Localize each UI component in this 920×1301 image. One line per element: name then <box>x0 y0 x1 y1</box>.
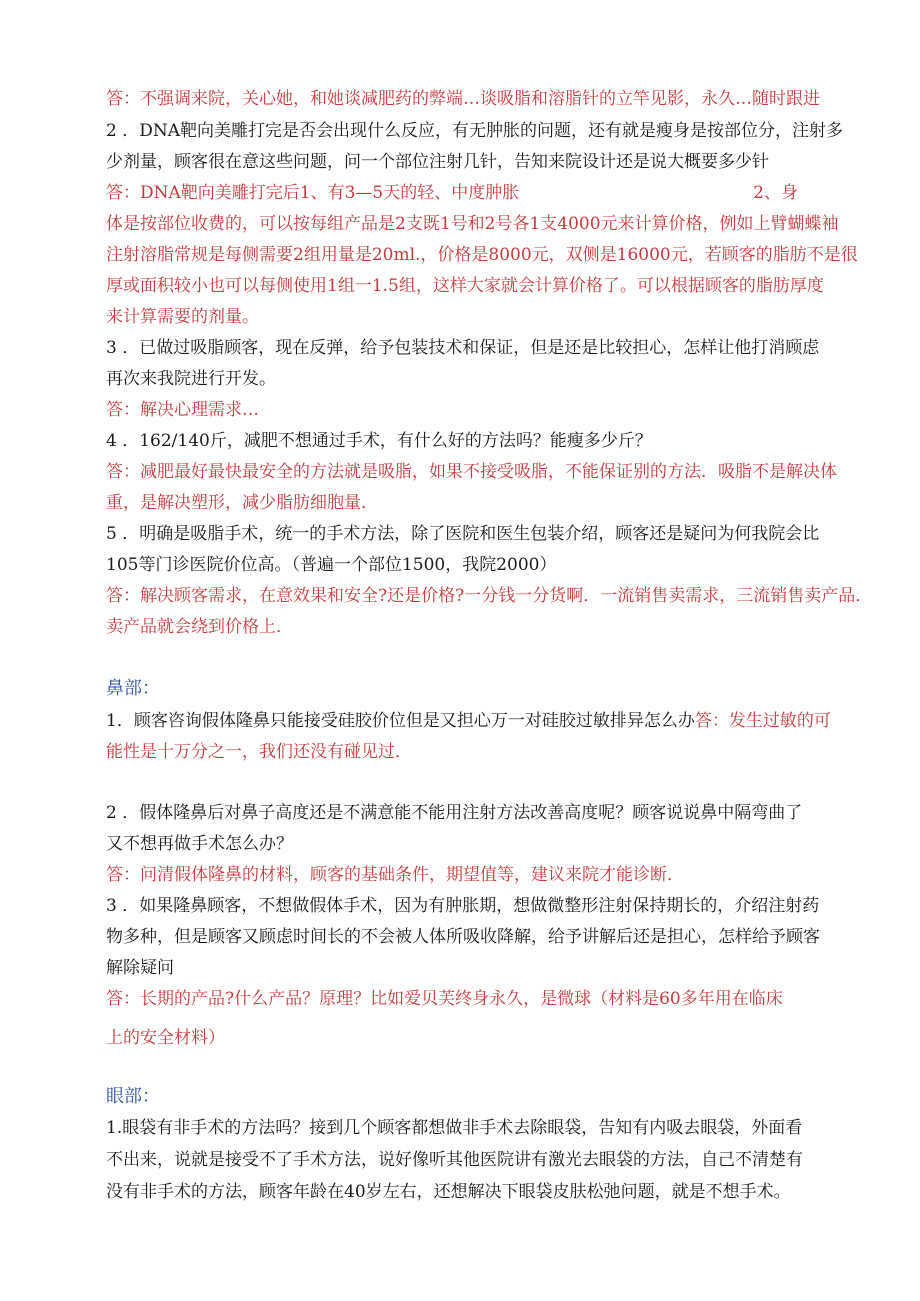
eye-question-1-line-2: 不出来，说就是接受不了手术方法，说好像听其他医院讲有激光去眼袋的方法，自己不清楚有 <box>106 1150 803 1170</box>
eye-question-1-line-3: 没有非手术的方法，顾客年龄在40岁左右，还想解决下眼袋皮肤松弛问题，就是不想手术。 <box>106 1182 791 1202</box>
nose-question-1-line-1: 1．顾客咨询假体隆鼻只能接受硅胶价位但是又担心万一对硅胶过敏排异怎么办答：发生过敏的可 <box>106 711 831 731</box>
eye-question-1-line-1: 1.眼袋有非手术的方法吗？接到几个顾客都想做非手术去除眼袋，告知有内吸去眼袋，外面看 <box>106 1118 803 1138</box>
question-5-line-1: 5 ．明确是吸脂手术，统一的手术方法，除了医院和医生包装介绍，顾客还是疑问为何我院会比 <box>106 524 820 544</box>
question-3-line-2: 再次来我院进行开发。 <box>106 369 276 389</box>
nose-answer-1-line-2: 能性是十万分之一，我们还没有碰见过． <box>106 742 412 762</box>
question-3-line-1: 3 ．已做过吸脂顾客，现在反弹，给予包装技术和保证，但是还是比较担心，怎样让他打消顾虑 <box>106 338 820 358</box>
nose-answer-3-line-1: 答：长期的产品?什么产品？原理？比如爱贝芙终身永久，是微球（材料是60多年用在临床 <box>106 989 783 1009</box>
answer-4-line-1: 答：减肥最好最快最安全的方法就是吸脂，如果不接受吸脂，不能保证别的方法．吸脂不是解决体 <box>106 462 837 482</box>
answer-2-line-4: 厚或面积较小也可以每侧使用1组一1.5组，这样大家就会计算价格了。可以根据顾客的脂肪厚度 <box>106 276 824 296</box>
section-eye-heading: 眼部： <box>106 1086 160 1107</box>
answer-2-line-5: 来计算需要的剂量。 <box>106 307 259 327</box>
answer-5-line-1: 答：解决顾客需求，在意效果和安全?还是价格?一分钱一分货啊．一流销售卖需求，三流销售卖产品． <box>106 586 873 606</box>
nose-question-3-line-2: 物多种，但是顾客又顾虑时间长的不会被人体所吸收降解，给予讲解后还是担心，怎样给予顾客 <box>106 927 820 947</box>
question-2-line-1: 2 ．DNA靶向美雕打完是否会出现什么反应，有无肿胀的问题，还有就是瘦身是按部位分，注射多 <box>106 121 843 141</box>
answer-1: 答：不强调来院，关心她，和她谈减肥药的弊端…谈吸脂和溶脂针的立竿见影，永久…随时跟进 <box>106 89 820 109</box>
nose-answer-2: 答：问清假体隆鼻的材料，顾客的基础条件，期望值等，建议来院才能诊断． <box>106 865 684 885</box>
section-nose-heading: 鼻部： <box>106 678 160 699</box>
nose-question-2-line-2: 又不想再做手术怎么办？ <box>106 834 293 854</box>
answer-5-line-2: 卖产品就会绕到价格上． <box>106 617 293 637</box>
question-4: 4 ．162/140斤，减肥不想通过手术，有什么好的方法吗？能瘦多少斤？ <box>106 431 652 451</box>
answer-2-line-3: 注射溶脂常规是每侧需要2组用量是20ml.，价格是8000元，双侧是16000元，若顾客的脂肪不是很 <box>106 245 858 265</box>
nose-answer-3-line-2: 上的安全材料） <box>106 1028 225 1048</box>
question-2-line-2: 少剂量，顾客很在意这些问题，问一个部位注射几针，告知来院设计还是说大概要多少针 <box>106 152 769 172</box>
nose-question-3-line-1: 3 ．如果隆鼻顾客，不想做假体手术，因为有肿胀期，想做微整形注射保持期长的，介绍注射药 <box>106 896 820 916</box>
question-5-line-2: 105等门诊医院价位高。（普遍一个部位1500，我院2000） <box>106 555 557 575</box>
answer-2-line-2: 体是按部位收费的，可以按每组产品是2支既1号和2号各1支4000元来计算价格，例如上臂蝴蝶袖 <box>106 214 839 234</box>
nose-question-2-line-1: 2 ．假体隆鼻后对鼻子高度还是不满意能不能用注射方法改善高度呢？顾客说说鼻中隔弯曲了 <box>106 803 803 823</box>
answer-4-line-2: 重，是解决塑形，减少脂肪细胞量． <box>106 493 378 513</box>
answer-2-line-1: 答：DNA靶向美雕打完后1、有3—5天的轻、中度肿胀 2、身 <box>106 183 798 203</box>
answer-3: 答：解决心理需求… <box>106 400 259 420</box>
nose-question-3-line-3: 解除疑问 <box>106 958 174 978</box>
